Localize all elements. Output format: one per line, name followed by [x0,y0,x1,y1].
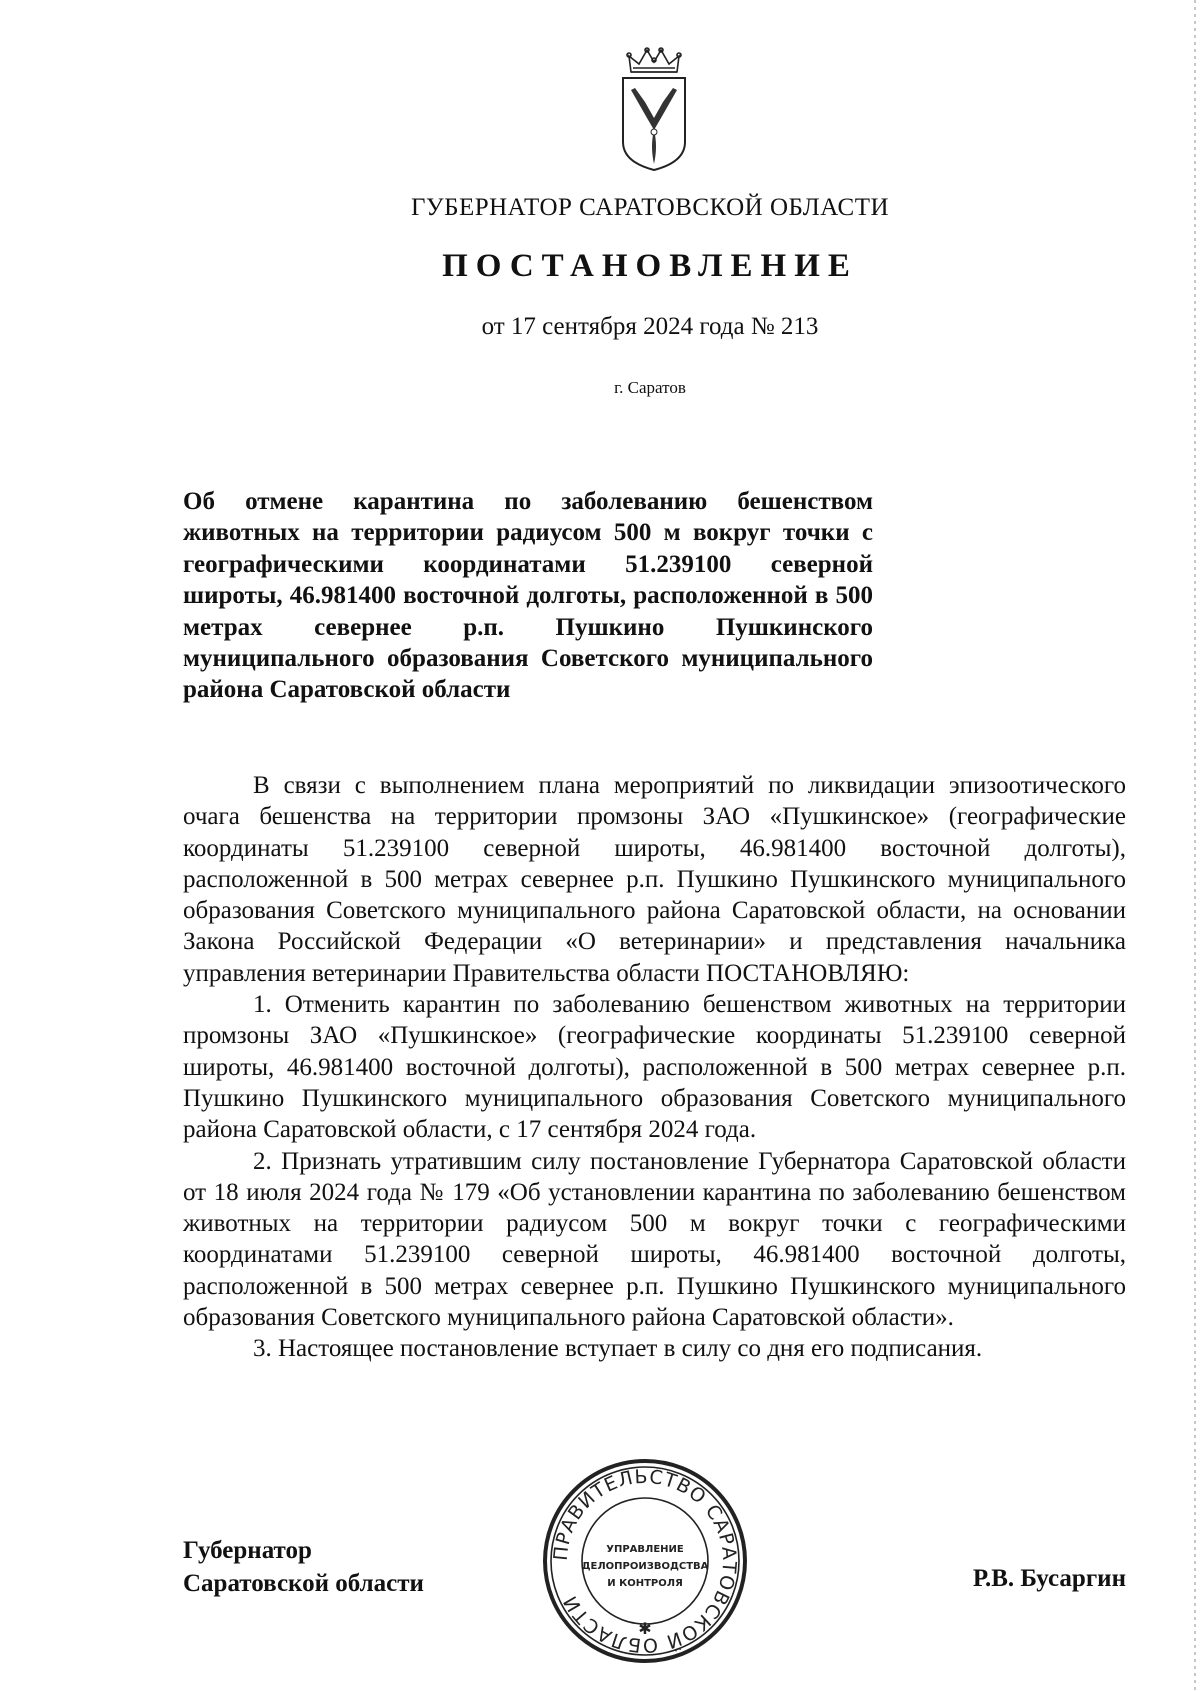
preamble-paragraph: В связи с выполнением плана мероприятий по ликвидации эпизоотического очага бешенства на территории промзоны ЗАО «Пушкинское» (географические координаты 51.239100 северной широты, 46.981400 восточной долготы), расположенной в 500 метрах севернее р.п. Пушкино Пушкинского муниципального образования Советского муниципального района Саратовской области, на основании Закона Российской Федерации «О ветеринарии» и представления начальника управления ветеринарии Правительства области ПОСТАНОВЛЯЮ: [183,772,1126,987]
document-type: ПОСТАНОВЛЕНИЕ [442,248,858,284]
signatory-position [183,1534,424,1600]
official-stamp [540,1456,750,1666]
issuing-authority: ГУБЕРНАТОР САРАТОВСКОЙ ОБЛАСТИ [410,194,890,221]
document-body [183,770,1126,1365]
document-city: г. Саратов [614,378,686,397]
signatory-position-line1: Губернатор [183,1537,312,1564]
stamp-center-line3: И КОНТРОЛЯ [607,1578,683,1589]
signatory-position-line2: Саратовской области [183,1570,424,1597]
list-item: 2. Признать утратившим силу постановление Губернатора Саратовской области от 18 июля 2024 года № 179 «Об установлении карантина по заболеванию бешенством животных на территории радиусом 500 м вокруг точки с географическими координатами 51.239100 северной широты, 46.981400 восточной долготы, расположенной в 500 метрах севернее р.п. Пушкино Пушкинского муниципального образования Советского муниципального района Саратовской области». [183,1147,1126,1332]
stamp-center-line2: ДЕЛОПРОИЗВОДСТВА [581,1561,709,1572]
scan-edge [1194,0,1196,1691]
svg-text:✱: ✱ [638,1619,652,1638]
signatory-name: Р.В. Бусаргин [972,1565,1126,1592]
list-item: 3. Настоящее постановление вступает в силу со дня его подписания. [253,1335,983,1363]
saratov-coat-of-arms-icon [617,46,691,172]
list-item: 1. Отменить карантин по заболеванию бешенством животных на территории промзоны ЗАО «Пушкинское» (географические координаты 51.239100 северной широты, 46.981400 восточной долготы), расположенной в 500 метрах севернее р.п. Пушкино Пушкинского муниципального образования Советского муниципального района Саратовской области, с 17 сентября 2024 года. [183,991,1126,1144]
document-title: Об отмене карантина по заболеванию бешенством животных на территории радиусом 500 м вокруг точки с географическими координатами 51.239100 северной широты, 46.981400 восточной долготы, расположенной в 500 метрах севернее р.п. Пушкино Пушкинского муниципального образования Советского муниципального района Саратовской области [183,488,873,704]
document-date-number: от 17 сентября 2024 года № 213 [481,313,819,340]
stamp-center-line1: УПРАВЛЕНИЕ [606,1544,684,1555]
stamp-ring-text: ПРАВИТЕЛЬСТВО САРАТОВСКОЙ ОБЛАСТИ [549,1465,741,1657]
